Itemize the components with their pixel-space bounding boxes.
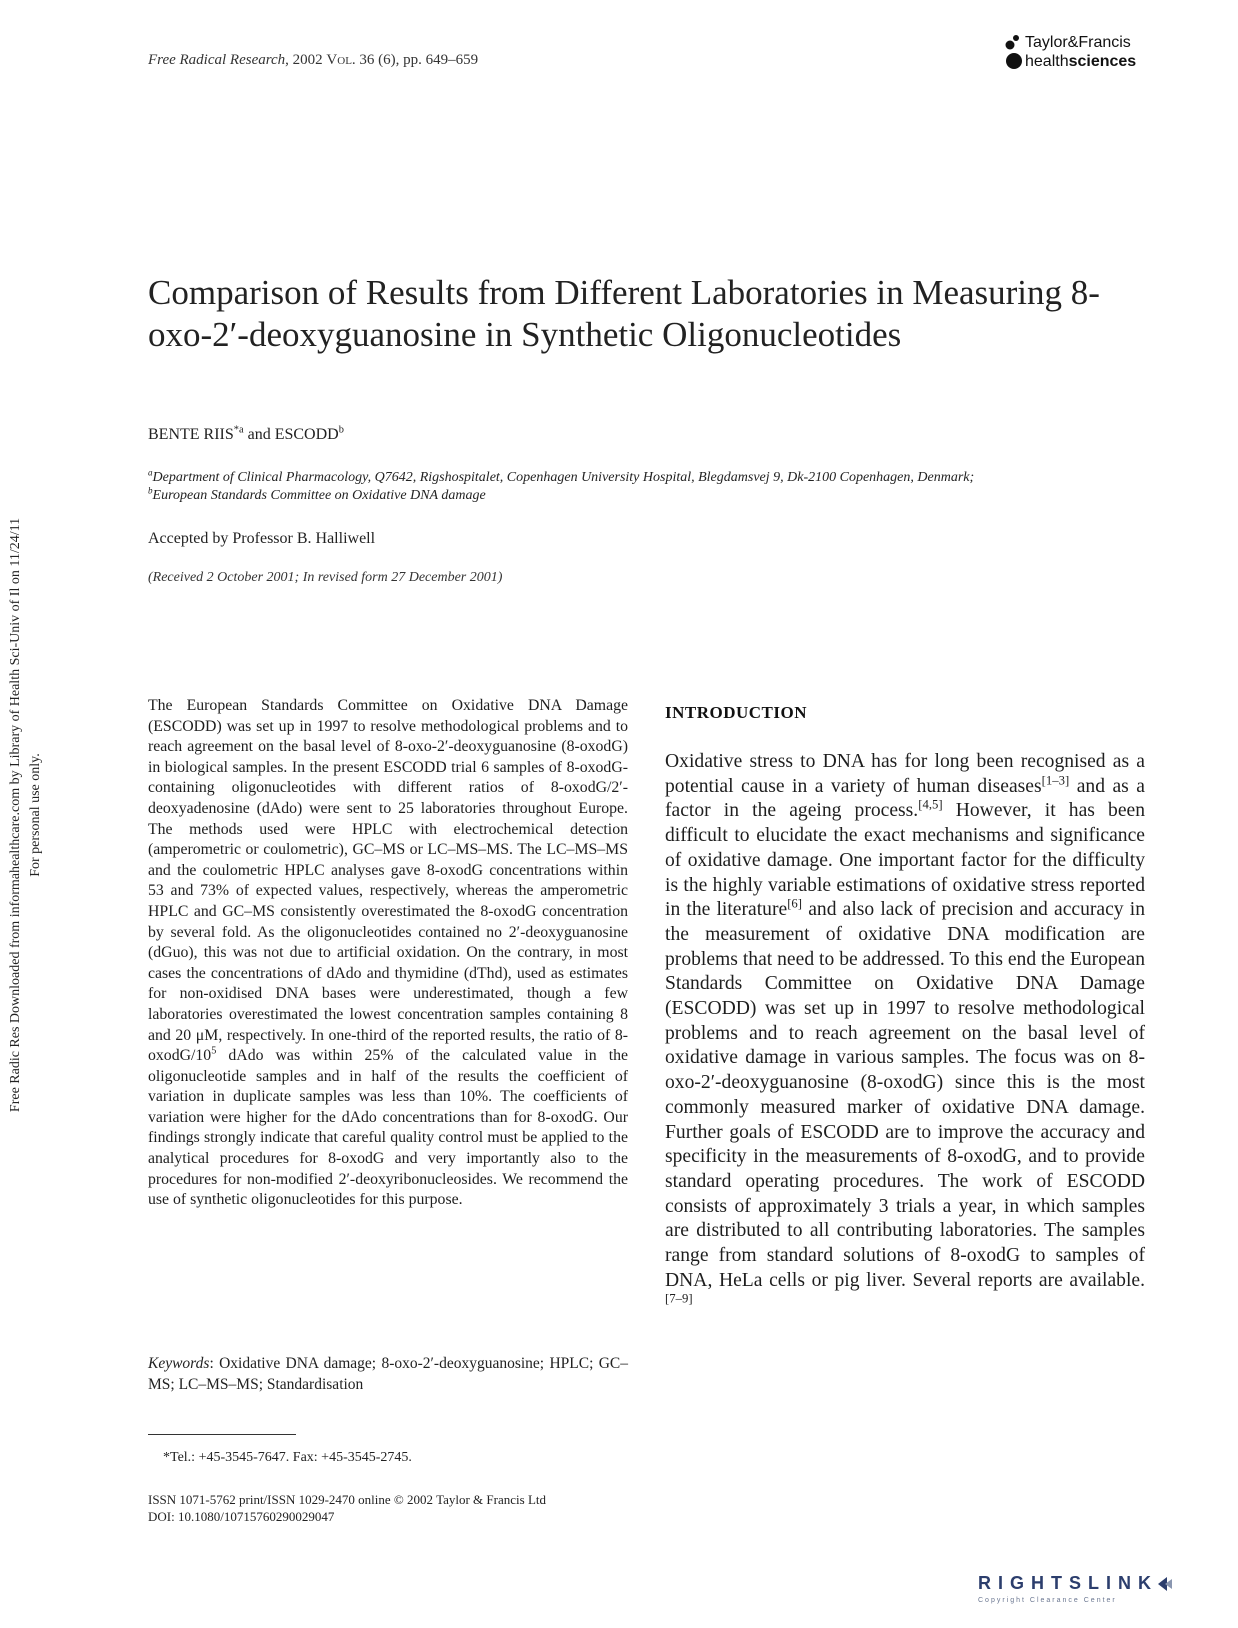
journal-year: , 2002 bbox=[285, 52, 327, 68]
intro-sentence-1: Oxidative stress to DNA has for long been recognised as a potential cause in a variety of human diseases bbox=[665, 751, 1145, 797]
publisher-division-b: sciences bbox=[1068, 53, 1137, 70]
journal-vol-label: Vol bbox=[326, 52, 352, 68]
keywords-text: : Oxidative DNA damage; 8-oxo-2′-deoxyguanosine; HPLC; GC–MS; LC–MS–MS; Standardisation bbox=[148, 1355, 628, 1393]
introduction-body bbox=[665, 750, 1145, 1318]
affiliation-b-text: European Standards Committee on Oxidative DNA damage bbox=[152, 488, 486, 503]
rightslink-subtitle: Copyright Clearance Center bbox=[978, 1597, 1117, 1604]
issn-block bbox=[148, 1491, 546, 1525]
publisher-division-a: health bbox=[1025, 53, 1069, 70]
author-2: ESCODD bbox=[274, 426, 339, 443]
introduction-heading: INTRODUCTION bbox=[665, 703, 808, 722]
download-watermark-line1: Free Radic Res Downloaded from informahealthcare.com by Library of Health Sci-Univ of Il on 11/24/11 bbox=[8, 517, 23, 1113]
publisher-logo-icon bbox=[1003, 34, 1025, 70]
author-2-marker: b bbox=[338, 424, 344, 436]
affiliations bbox=[148, 469, 1138, 505]
keywords bbox=[148, 1354, 628, 1395]
intro-ref-3[interactable]: [6] bbox=[787, 896, 803, 911]
abstract-part-1: The European Standards Committee on Oxidative DNA Damage (ESCODD) was set up in 1997 to resolve methodological problems and to reach agreement on the basal level of 8-oxo-2′-deoxyguanosine (8-oxodG) in biological samples. In the present ESCODD trial 6 samples of 8-oxodG-containing oligonucleotides with different ratios of 8-oxodG/2′-deoxyadenosine (dAdo) were sent to 25 laboratories throughout Europe. The methods used were HPLC with electrochemical detection (amperometric or coulometric), GC–MS or LC–MS–MS. The LC–MS–MS and the coulometric HPLC analyses gave 8-oxodG concentrations within 53 and 73% of expected values, respectively, whereas the amperometric HPLC and GC–MS consistently overestimated the 8-oxodG concentration by several fold. As the oligonucleotides contained no 2′-deoxyguanosine (dGuo), this was not due to artificial oxidation. On the contrary, in most cases the concentrations of dAdo and thymidine (dThd), used as estimates for non-oxidised DNA bases were underestimated, though a few laboratories overestimated the lowest concentration samples containing 8 and 20 μM, respectively. In one-third of the reported results, the ratio of 8-oxodG/10 bbox=[148, 697, 628, 1065]
affiliation-b-marker: b bbox=[148, 485, 153, 496]
publisher-name: Taylor&Francis bbox=[1025, 34, 1131, 51]
affiliation-a-text: Department of Clinical Pharmacology, Q7642, Rigshospitalet, Copenhagen University Hospital, Blegdamsvej 9, Dk-2100 Copenhagen, Denmark; bbox=[152, 470, 975, 485]
corresponding-footnote: *Tel.: +45-3545-7647. Fax: +45-3545-2745. bbox=[163, 1450, 412, 1465]
rightslink-logo[interactable] bbox=[978, 1573, 1178, 1613]
article-title: Comparison of Results from Different Laboratories in Measuring 8-oxo-2′-deoxyguanosine in Synthetic Oligonucleotides bbox=[148, 273, 1100, 354]
download-watermark-line2: For personal use only. bbox=[28, 753, 43, 877]
abstract-part-2: dAdo was within 25% of the calculated value in the oligonucleotide samples and in half of the results the coefficient of variation in duplicate samples was less than 10%. The coefficients of variation were higher for the dAdo concentrations than for 8-oxodG. Our findings strongly indicate that careful quality control must be applied to the analytical procedures for 8-oxodG and very importantly also to the procedures for non-modified 2′-deoxyribonucleosides. We recommend the use of synthetic oligonucleotides for this purpose. bbox=[148, 1047, 628, 1209]
intro-ref-4[interactable]: [7–9] bbox=[665, 1291, 693, 1306]
author-list bbox=[148, 426, 344, 444]
affiliation-a-marker: a bbox=[148, 467, 153, 478]
author-conjunction: and bbox=[243, 426, 275, 443]
author-1-marker: *a bbox=[233, 424, 244, 436]
issn-line: ISSN 1071-5762 print/ISSN 1029-2470 online © 2002 Taylor & Francis Ltd bbox=[148, 1492, 546, 1507]
journal-name: Free Radical Research bbox=[148, 52, 286, 68]
abstract bbox=[148, 696, 628, 1211]
author-1: BENTE RIIS bbox=[148, 426, 234, 443]
intro-sentence-3: However, it has been difficult to elucidate the exact mechanisms and significance of oxidative damage. One important factor for the difficulty is the highly variable estimations of oxidative stress reported in the literature bbox=[665, 800, 1146, 921]
accepted-by: Accepted by Professor B. Halliwell bbox=[148, 530, 376, 547]
intro-sentence-4: and also lack of precision and accuracy in the measurement of oxidative DNA modification are problems that need to be addressed. To this end the European Standards Committee on Oxidative DNA Damage (ESCODD) was set up in 1997 to resolve methodological problems and to reach agreement on the basal level of oxidative damage in various samples. The focus was on 8-oxo-2′-deoxyguanosine (8-oxodG) since this is the most commonly measured marker of oxidative DNA damage. Further goals of ESCODD are to improve the accuracy and specificity in the measurements of 8-oxodG, and to provide standard operating procedures. The work of ESCODD consists of approximately 3 trials a year, in which samples are distributed to all contributing laboratories. The samples range from standard solutions of 8-oxodG to samples of DNA, HeLa cells or pig liver. Several reports are available. bbox=[665, 899, 1145, 1291]
keywords-label: Keywords bbox=[148, 1355, 210, 1372]
abstract-exponent: 5 bbox=[211, 1045, 217, 1057]
publisher-division bbox=[1025, 53, 1136, 71]
download-watermark bbox=[6, 455, 68, 1175]
intro-sentence-2: and as a factor in the ageing process. bbox=[665, 775, 1145, 822]
journal-citation bbox=[148, 52, 478, 69]
rightslink-wordmark: RIGHTSLINK bbox=[978, 1573, 1158, 1593]
doi-line: DOI: 10.1080/10715760290029047 bbox=[148, 1509, 335, 1524]
intro-ref-1[interactable]: [1–3] bbox=[1041, 773, 1070, 788]
received-dates: (Received 2 October 2001; In revised form 27 December 2001) bbox=[148, 570, 503, 585]
affiliation-a bbox=[148, 469, 1138, 487]
intro-ref-2[interactable]: [4,5] bbox=[918, 797, 943, 812]
footnote-divider bbox=[148, 1434, 296, 1435]
journal-pages: . 36 (6), pp. 649–659 bbox=[351, 52, 479, 68]
rightslink-arrow-icon bbox=[1154, 1574, 1174, 1594]
publisher-logo bbox=[1003, 34, 1153, 74]
affiliation-b bbox=[148, 487, 1138, 505]
